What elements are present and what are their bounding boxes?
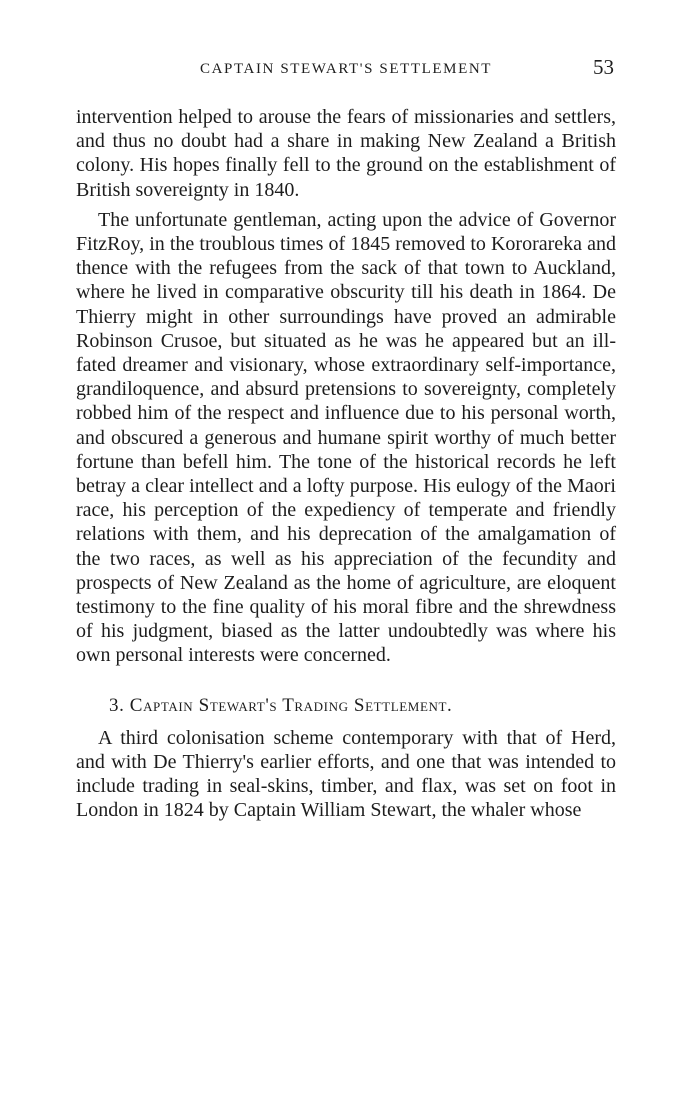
- paragraph-continued: intervention helped to arouse the fears of missionaries and settlers, and thus no doubt had a share in making New Zealand a British colony. His hopes finally fell to the ground on the establishment of British sovereignty in 1840.: [76, 106, 616, 201]
- page-number: 53: [593, 55, 614, 79]
- section-heading: 3. Captain Stewart's Trading Settlement.: [109, 694, 453, 716]
- body-text: [76, 105, 616, 822]
- paragraph-de-thierry: The unfortunate gentleman, acting upon the advice of Governor FitzRoy, in the troublous times of 1845 removed to Kororareka and thence with the refugees from the sack of that town to Auckland, where he lived in comparative obscurity till his death in 1864. De Thierry might in other surroundings have proved an admirable Robinson Crusoe, but situated as he was he appeared but an ill-fated dreamer and visionary, whose extraordinary self-importance, grandiloquence, and absurd pretensions to sovereignty, completely robbed him of the respect and influence due to his personal worth, and obscured a generous and humane spirit worthy of much better fortune than befell him. The tone of the historical records he left betray a clear intellect and a lofty purpose. His eulogy of the Maori race, his perception of the expediency of temperate and friendly relations with them, and his deprecation of the amalgamation of the two races, as well as his appreciation of the fecundity and prospects of New Zealand as the home of agriculture, are eloquent testimony to the fine quality of his moral fibre and the shrewdness of his judgment, biased as the latter undoubtedly was where his own personal interests were concerned.: [76, 208, 616, 667]
- page-header: [76, 55, 616, 89]
- paragraph-stewart: A third colonisation scheme contemporary with that of Herd, and with De Thierry's earlier efforts, and one that was intended to include trading in seal-skins, timber, and flax, was set on foot in London in 1824 by Captain William Stewart, the whaler whose: [76, 726, 616, 822]
- book-page: [76, 55, 616, 828]
- running-head: CAPTAIN STEWART'S SETTLEMENT: [199, 61, 493, 77]
